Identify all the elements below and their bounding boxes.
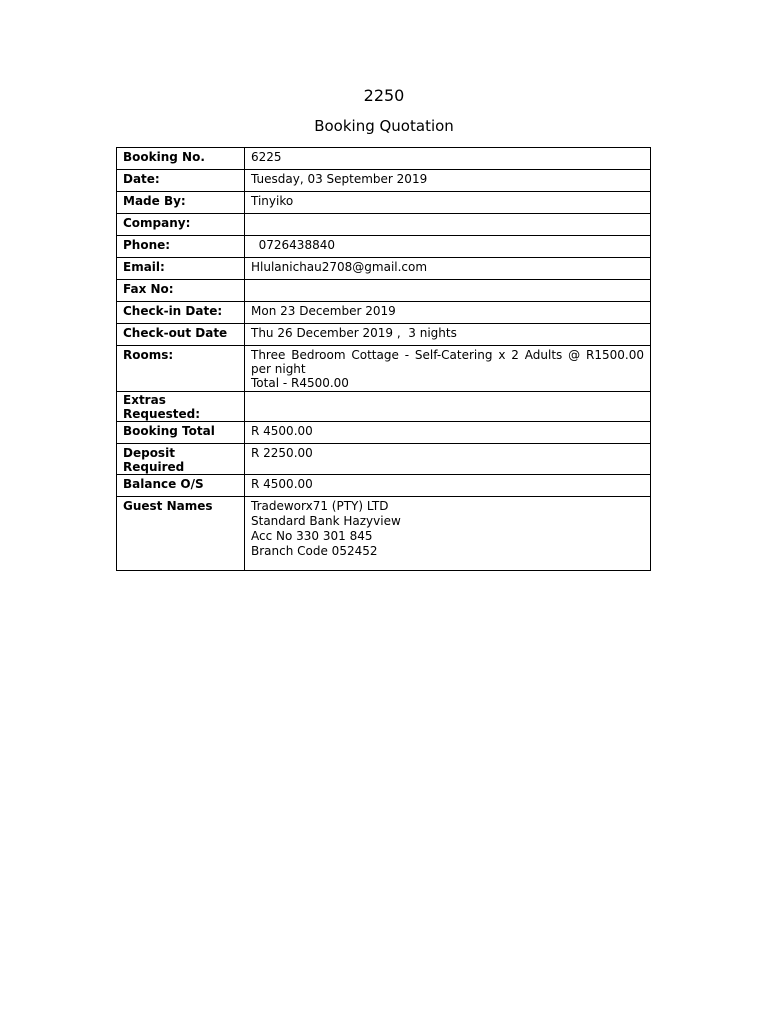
guest-names-value: [245, 497, 651, 571]
company-label: Company:: [117, 214, 245, 236]
guest-names-line-4: Branch Code 052452: [251, 544, 378, 558]
phone-value: [245, 236, 651, 258]
phone-text: 0726438840: [251, 238, 335, 252]
made-by-text: Tinyiko: [251, 194, 294, 208]
table-row-phone: [117, 236, 651, 258]
table-row-check-out: [117, 324, 651, 346]
booking-total-text: R 4500.00: [251, 424, 313, 438]
balance-text: R 4500.00: [251, 477, 313, 491]
table-row-guest-names: [117, 497, 651, 571]
booking-no-value: [245, 148, 651, 170]
deposit-label: Deposit Required: [117, 444, 245, 475]
rooms-value: [245, 346, 651, 392]
table-row-deposit: [117, 444, 651, 475]
table-row-date: [117, 170, 651, 192]
table-row-made-by: [117, 192, 651, 214]
table-row-booking-total: [117, 422, 651, 444]
guest-names-line-1: Tradeworx71 (PTY) LTD: [251, 499, 389, 513]
date-label: Date:: [117, 170, 245, 192]
made-by-label: Made By:: [117, 192, 245, 214]
rooms-total: Total - R4500.00: [251, 376, 349, 390]
table-row-extras: [117, 392, 651, 422]
table-row-rooms: [117, 346, 651, 392]
guest-names-line-2: Standard Bank Hazyview: [251, 514, 401, 528]
guest-names-line-3: Acc No 330 301 845: [251, 529, 373, 543]
booking-total-value: [245, 422, 651, 444]
booking-total-label: Booking Total: [117, 422, 245, 444]
balance-value: [245, 475, 651, 497]
table-row-fax: [117, 280, 651, 302]
check-out-value: [245, 324, 651, 346]
email-label: Email:: [117, 258, 245, 280]
fax-label: Fax No:: [117, 280, 245, 302]
check-out-label: Check-out Date: [117, 324, 245, 346]
quotation-number: 2250: [363, 86, 405, 105]
table-row-company: [117, 214, 651, 236]
rooms-description: Three Bedroom Cottage - Self-Catering x 2 Adults @ R1500.00 per night: [251, 348, 644, 376]
email-value: [245, 258, 651, 280]
made-by-value: [245, 192, 651, 214]
table-row-check-in: [117, 302, 651, 324]
document-title: Booking Quotation: [314, 117, 454, 135]
company-value: [245, 214, 651, 236]
rooms-label: Rooms:: [117, 346, 245, 392]
table-row-email: [117, 258, 651, 280]
check-in-label: Check-in Date:: [117, 302, 245, 324]
booking-no-text: 6225: [251, 150, 282, 164]
check-out-text: Thu 26 December 2019 , 3 nights: [251, 326, 457, 340]
fax-value: [245, 280, 651, 302]
extras-value: [245, 392, 651, 422]
table-row-booking-no: [117, 148, 651, 170]
check-in-text: Mon 23 December 2019: [251, 304, 396, 318]
phone-label: Phone:: [117, 236, 245, 258]
balance-label: Balance O/S: [117, 475, 245, 497]
guest-names-label: Guest Names: [117, 497, 245, 571]
table-row-balance: [117, 475, 651, 497]
email-text: Hlulanichau2708@gmail.com: [251, 260, 428, 274]
deposit-value: [245, 444, 651, 475]
booking-details-table: [116, 147, 651, 571]
date-value: [245, 170, 651, 192]
extras-label: Extras Requested:: [117, 392, 245, 422]
check-in-value: [245, 302, 651, 324]
date-text: Tuesday, 03 September 2019: [251, 172, 428, 186]
deposit-text: R 2250.00: [251, 446, 313, 460]
booking-no-label: Booking No.: [117, 148, 245, 170]
